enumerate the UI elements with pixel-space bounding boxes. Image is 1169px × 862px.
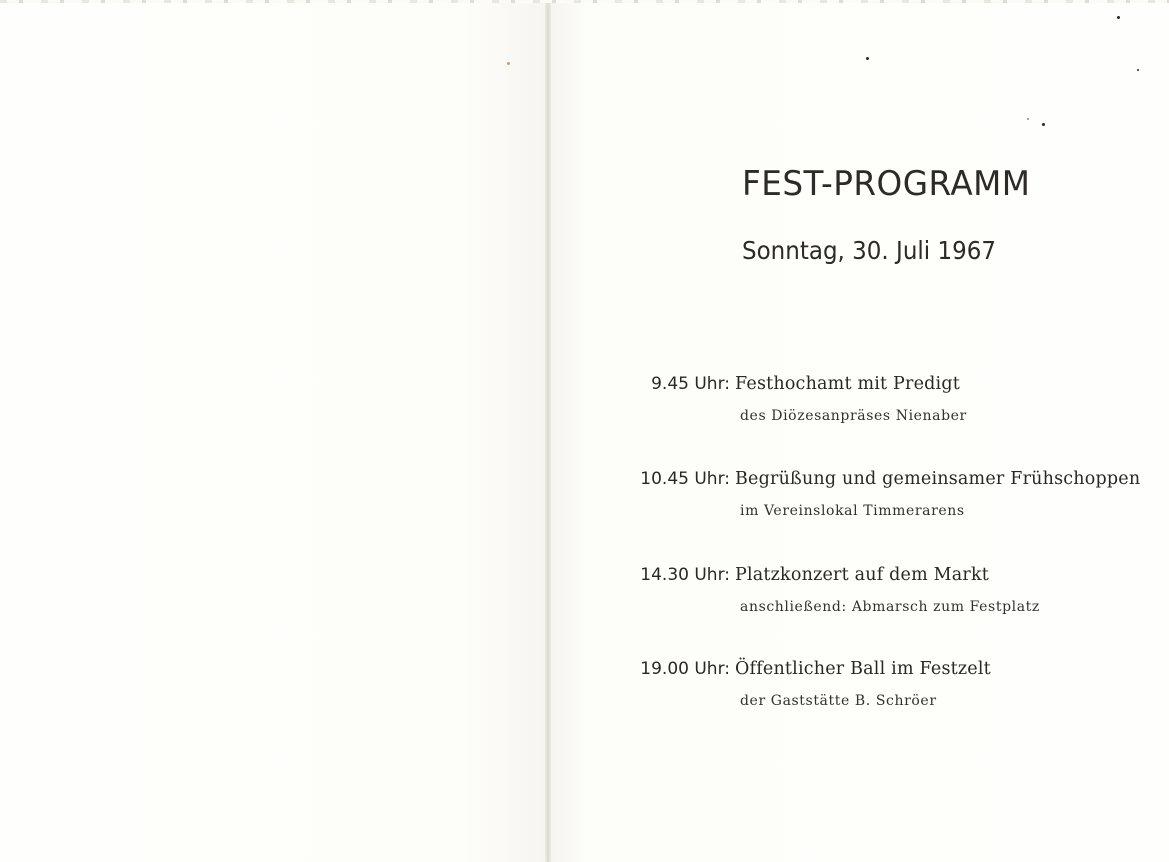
schedule-event: Begrüßung und gemeinsamer Frühschoppen bbox=[735, 469, 1141, 489]
schedule-time: 14.30 Uhr: bbox=[640, 565, 730, 585]
paper-speck bbox=[866, 57, 869, 60]
program-title: FEST-PROGRAMM bbox=[742, 164, 1031, 204]
schedule-detail: der Gaststätte B. Schröer bbox=[740, 693, 937, 709]
schedule-event: Platzkonzert auf dem Markt bbox=[735, 565, 990, 585]
paper-speck bbox=[507, 62, 510, 65]
schedule-detail: anschließend: Abmarsch zum Festplatz bbox=[740, 599, 1040, 615]
schedule-detail: im Vereinslokal Timmerarens bbox=[740, 503, 965, 519]
right-page bbox=[550, 0, 1169, 862]
program-date: Sonntag, 30. Juli 1967 bbox=[742, 236, 997, 265]
schedule-time: 9.45 Uhr: bbox=[651, 374, 730, 394]
paper-speck bbox=[1027, 118, 1029, 120]
left-page-blank bbox=[0, 0, 546, 862]
center-fold bbox=[545, 0, 551, 862]
schedule-detail: des Diözesanpräses Nienaber bbox=[740, 408, 967, 424]
paper-speck bbox=[1042, 123, 1045, 126]
paper-top-edge bbox=[0, 0, 1169, 3]
schedule-event: Öffentlicher Ball im Festzelt bbox=[735, 659, 991, 679]
paper-speck bbox=[1137, 69, 1139, 71]
schedule-time: 10.45 Uhr: bbox=[640, 469, 730, 489]
paper-speck bbox=[1117, 16, 1120, 19]
schedule-event: Festhochamt mit Predigt bbox=[735, 374, 960, 394]
schedule-time: 19.00 Uhr: bbox=[640, 659, 730, 679]
